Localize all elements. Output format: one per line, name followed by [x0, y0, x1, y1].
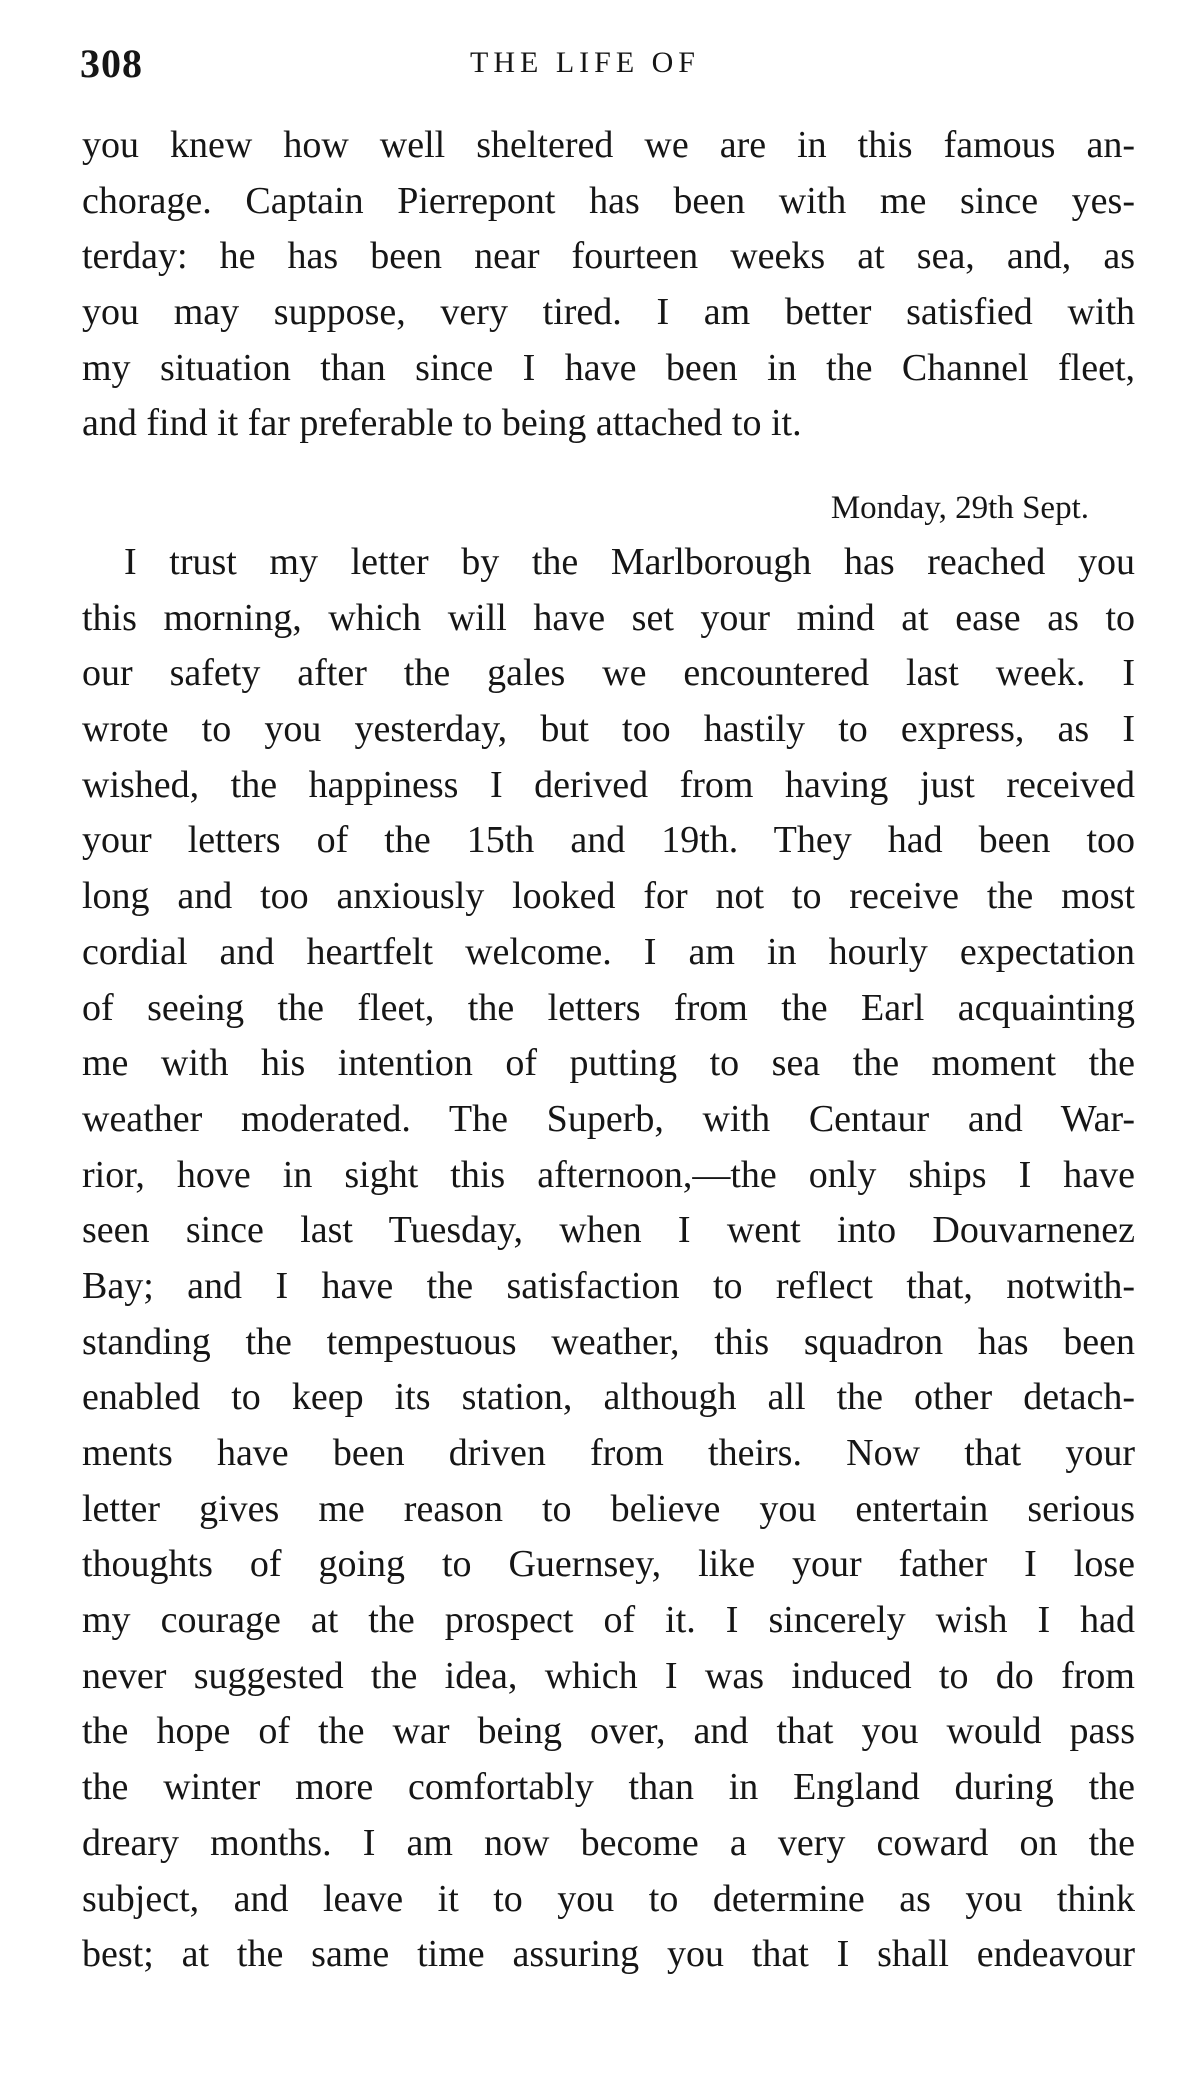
text-line: the winter more comfortably than in England during the — [82, 1766, 1135, 1809]
text-line: my situation than since I have been in the Channel fleet, — [82, 346, 1135, 389]
text-line: rior, hove in sight this afternoon,—the only ships I have — [82, 1153, 1135, 1196]
text-line: subject, and leave it to you to determine as you think — [82, 1877, 1135, 1920]
page-number: 308 — [80, 41, 143, 86]
text-line: your letters of the 15th and 19th. They had been too — [82, 819, 1135, 862]
text-line: cordial and heartfelt welcome. I am in hourly expectation — [82, 930, 1135, 973]
text-line: enabled to keep its station, although all the other detach- — [82, 1376, 1135, 1419]
text-line: and find it far preferable to being attached to it. — [82, 402, 802, 445]
text-line: terday: he has been near fourteen weeks at sea, and, as — [82, 235, 1135, 278]
text-line: standing the tempestuous weather, this squadron has been — [82, 1320, 1135, 1363]
text-line: my courage at the prospect of it. I sincerely wish I had — [82, 1599, 1135, 1642]
paragraph-continued — [82, 118, 1135, 452]
text-line: weather moderated. The Superb, with Centaur and War- — [82, 1097, 1135, 1140]
text-line: Bay; and I have the satisfaction to reflect that, notwith- — [82, 1264, 1135, 1307]
text-line: our safety after the gales we encountered last week. I — [82, 652, 1135, 695]
text-line: this morning, which will have set your mind at ease as to — [82, 596, 1135, 639]
text-line: wished, the happiness I derived from having just received — [82, 763, 1135, 806]
text-line: me with his intention of putting to sea the moment the — [82, 1042, 1135, 1085]
text-line: dreary months. I am now become a very coward on the — [82, 1821, 1135, 1864]
text-line: seen since last Tuesday, when I went into Douvarnenez — [82, 1209, 1135, 1252]
text-line: of seeing the fleet, the letters from the Earl acquainting — [82, 986, 1135, 1029]
text-line: long and too anxiously looked for not to receive the most — [82, 875, 1135, 918]
letter-dateline: Monday, 29th Sept. — [830, 490, 1089, 526]
text-line: you may suppose, very tired. I am better satisfied with — [82, 291, 1135, 334]
text-line: wrote to you yesterday, but too hastily to express, as I — [82, 708, 1135, 751]
text-line: best; at the same time assuring you that I shall endeavour — [82, 1933, 1135, 1976]
text-line: I trust my letter by the Marlborough has reached you — [124, 541, 1135, 583]
text-line: chorage. Captain Pierrepont has been with me since yes- — [82, 179, 1135, 222]
text-line: thoughts of going to Guernsey, like your father I lose — [82, 1543, 1135, 1586]
letter-paragraph — [82, 535, 1135, 1983]
text-line: letter gives me reason to believe you entertain serious — [82, 1487, 1135, 1530]
text-line: ments have been driven from theirs. Now that your — [82, 1432, 1135, 1474]
text-line: you knew how well sheltered we are in this famous an- — [82, 124, 1135, 166]
text-line: never suggested the idea, which I was induced to do from — [82, 1654, 1135, 1697]
running-title: THE LIFE OF — [470, 46, 700, 79]
running-head — [80, 40, 1130, 100]
text-line: the hope of the war being over, and that you would pass — [82, 1710, 1135, 1753]
